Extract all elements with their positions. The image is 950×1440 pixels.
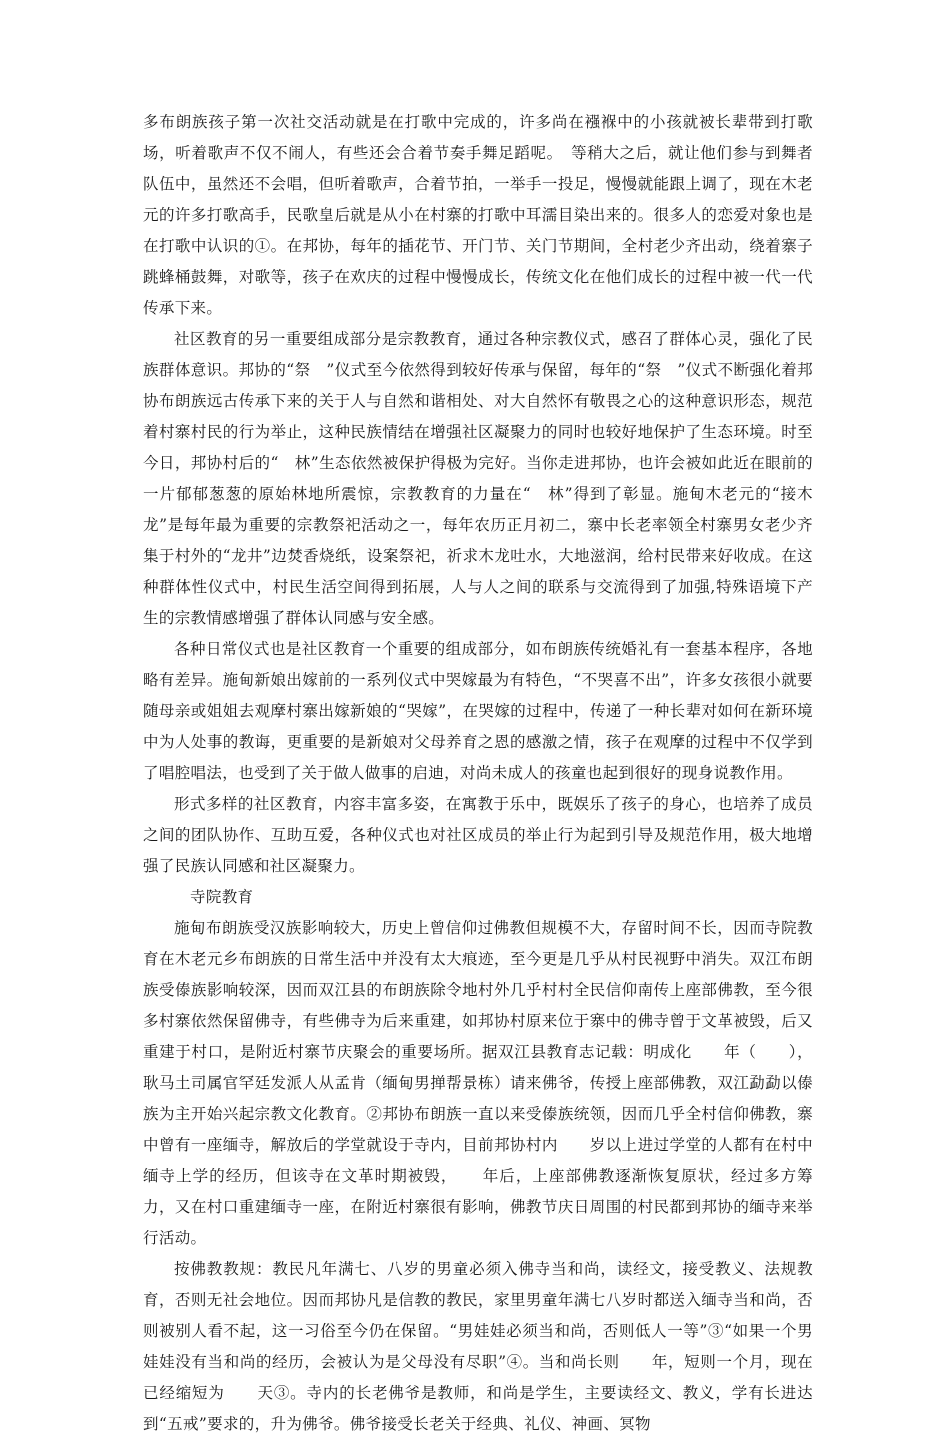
- paragraph-community-summary: 形式多样的社区教育，内容丰富多姿，在寓教于乐中，既娱乐了孩子的身心，也培养了成员之间的团队协作、互助互爱，各种仪式也对社区成员的举止行为起到引导及规范作用，极大地增强了民族认同感和社区凝聚力。: [143, 795, 813, 875]
- paragraph-continuation: 多布朗族孩子第一次社交活动就是在打歌中完成的，许多尚在襁褓中的小孩就被长辈带到打歌场，听着歌声不仅不闹人，有些还会合着节奏手舞足蹈呢。 等稍大之后，就让他们参与到舞者队伍中，虽然还不会唱，但听着歌声，合着节拍，一举手一投足，慢慢就能跟上调了，现在木老元的许多打歌高手，民歌皇后就是从小在村寨的打歌中耳濡目染出来的。很多人的恋爱对象也是在打歌中认识的①。在邦协，每年的插花节、开门节、关门节期间，全村老少齐出动，绕着寨子跳蜂桶鼓舞，对歌等，孩子在欢庆的过程中慢慢成长，传统文化在他们成长的过程中被一代一代传承下来。: [143, 113, 813, 317]
- paragraph-temple-history: 施甸布朗族受汉族影响较大，历史上曾信仰过佛教但规模不大，存留时间不长，因而寺院教育在木老元乡布朗族的日常生活中并没有太大痕迹，至今更是几乎从村民视野中消失。双江布朗族受傣族影响较深，因而双江县的布朗族除令地村外几乎村村全民信仰南传上座部佛教，至今很多村寨依然保留佛寺，有些佛寺为后来重建，如邦协村原来位于寨中的佛寺曾于文革被毁，后又重建于村口，是附近村寨节庆聚会的重要场所。据双江县教育志记载：明成化 年（ ），耿马土司属官罕廷发派人从孟肯（缅甸男掸帮景栋）请来佛爷，传授上座部佛教，双江勐勐以傣族为主开始兴起宗教文化教育。②邦协布朗族一直以来受傣族统领，因而几乎全村信仰佛教，寨中曾有一座缅寺，解放后的学堂就设于寺内，目前邦协村内 岁以上进过学堂的人都有在村中缅寺上学的经历，但该寺在文革时期被毁， 年后，上座部佛教逐渐恢复原状，经过多方筹力，又在村口重建缅寺一座，在附近村寨很有影响，佛教节庆日周围的村民都到邦协的缅寺来举行活动。: [143, 919, 813, 1247]
- paragraph-religious-education: 社区教育的另一重要组成部分是宗教教育，通过各种宗教仪式，感召了群体心灵，强化了民族群体意识。邦协的“祭 ”仪式至今依然得到较好传承与保留，每年的“祭 ”仪式不断强化着邦协布朗族远古传承下来的关于人与自然和谐相处、对大自然怀有敬畏之心的这种意识形态，规范着村寨村民的行为举止，这种民族情结在增强社区凝聚力的同时也较好地保护了生态环境。时至今日，邦协村后的“ 林”生态依然被保护得极为完好。当你走进邦协，也许会被如此近在眼前的一片郁郁葱葱的原始林地所震惊，宗教教育的力量在“ 林”得到了彰显。施甸木老元的“接木龙”是每年最为重要的宗教祭祀活动之一，每年农历正月初二，寨中长老率领全村寨男女老少齐集于村外的“龙井”边焚香烧纸，设案祭祀，祈求木龙吐水，大地滋润，给村民带来好收成。在这种群体性仪式中，村民生活空间得到拓展，人与人之间的联系与交流得到了加强,特殊语境下产生的宗教情感增强了群体认同感与安全感。: [143, 330, 813, 627]
- paragraph-buddhist-rules: 按佛教教规：教民凡年满七、八岁的男童必须入佛寺当和尚，读经文，接受教义、法规教育，否则无社会地位。因而邦协凡是信教的教民，家里男童年满七八岁时都送入缅寺当和尚，否则被别人看不起，这一习俗至今仍在保留。“男娃娃必须当和尚，否则低人一等”③“如果一个男娃娃没有当和尚的经历，会被认为是父母没有尽职”④。当和尚长则 年，短则一个月，现在已经缩短为 天③。寺内的长老佛爷是教师，和尚是学生，主要读经文、教义，学有长进达到“五戒”要求的，升为佛爷。佛爷接受长老关于经典、礼仪、神画、冥物: [143, 1260, 813, 1433]
- section-heading-temple-education: 寺院教育: [190, 888, 254, 906]
- document-page: [143, 107, 813, 1440]
- paragraph-daily-rituals: 各种日常仪式也是社区教育一个重要的组成部分，如布朗族传统婚礼有一套基本程序，各地略有差异。施甸新娘出嫁前的一系列仪式中哭嫁最为有特色，“不哭喜不出”，许多女孩很小就要随母亲或姐姐去观摩村寨出嫁新娘的“哭嫁”，在哭嫁的过程中，传递了一种长辈对如何在新环境中为人处事的教诲，更重要的是新娘对父母养育之恩的感激之情，孩子在观摩的过程中不仅学到了唱腔唱法，也受到了关于做人做事的启迪，对尚未成人的孩童也起到很好的现身说教作用。: [143, 640, 813, 782]
